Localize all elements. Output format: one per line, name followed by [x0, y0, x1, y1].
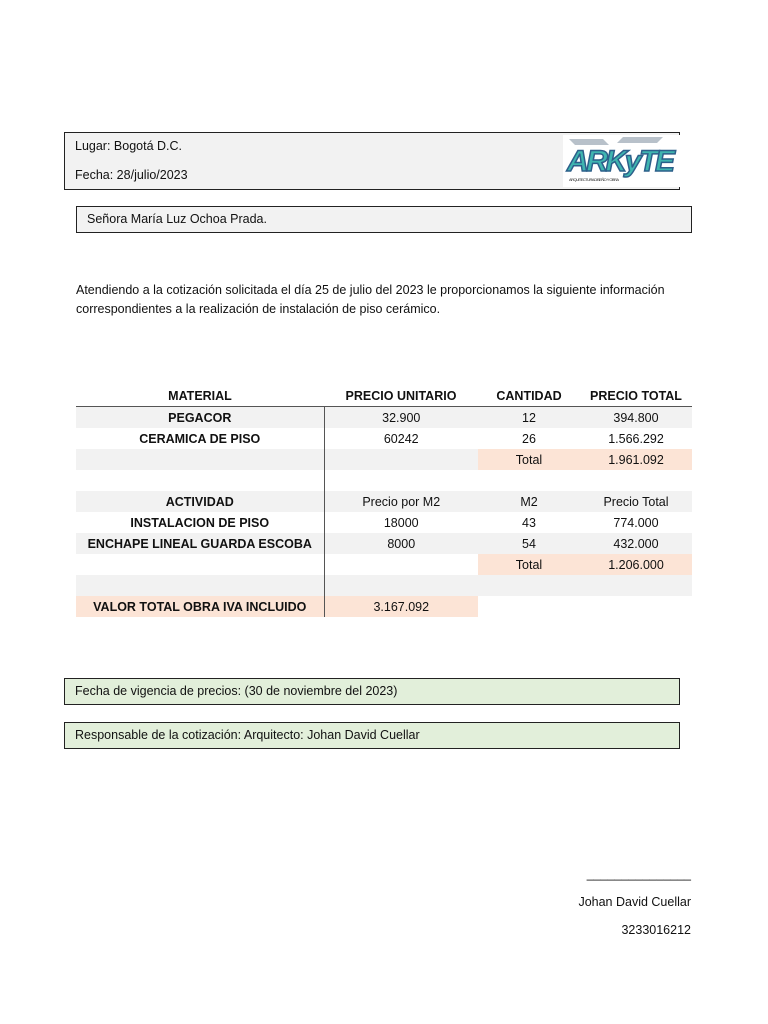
quote-table	[76, 385, 692, 617]
responsible-box: Responsable de la cotización: Arquitecto: Johan David Cuellar	[64, 722, 680, 749]
signature-line: _______________	[586, 867, 691, 881]
activities-total-row	[76, 554, 692, 575]
total-label: Total	[478, 554, 580, 575]
activities-header-row	[76, 491, 692, 512]
quantity: 26	[522, 431, 536, 446]
price-per-m2: 8000	[324, 533, 478, 554]
grand-total-label: VALOR TOTAL OBRA IVA INCLUIDO	[76, 596, 324, 617]
arkyte-logo-icon	[563, 135, 681, 187]
lugar-text: Lugar: Bogotá D.C.	[75, 139, 183, 153]
activities-total-value: 1.206.000	[580, 554, 692, 575]
arkyte-logo	[563, 135, 681, 187]
column-header: M2	[478, 491, 580, 512]
column-header: Precio Total	[580, 491, 692, 512]
total-price: 774.000	[613, 515, 659, 530]
price-validity-box: Fecha de vigencia de precios: (30 de noviembre del 2023)	[64, 678, 680, 705]
activity-name: ENCHAPE LINEAL GUARDA ESCOBA	[76, 533, 324, 554]
price-per-m2: 18000	[383, 515, 419, 530]
logo-tagline: ARQUITECTURA DISEÑO Y OBRA	[569, 177, 619, 182]
signature-phone: 3233016212	[621, 923, 691, 937]
unit-price: 32.900	[324, 407, 478, 429]
materials-total-value: 1.961.092	[580, 449, 692, 470]
column-header: ACTIVIDAD	[76, 491, 324, 512]
table-row	[76, 407, 692, 429]
m2: 43	[522, 515, 536, 530]
quantity: 12	[478, 407, 580, 429]
spacer-row	[76, 575, 692, 596]
total-price: 1.566.292	[608, 431, 664, 446]
materials-header-row	[76, 385, 692, 407]
total-label: Total	[478, 449, 580, 470]
unit-price: 60242	[383, 431, 419, 446]
table-row	[76, 533, 692, 554]
column-header: MATERIAL	[76, 385, 324, 407]
table-row	[76, 428, 692, 449]
activity-name: INSTALACION DE PISO	[76, 512, 324, 533]
m2: 54	[478, 533, 580, 554]
header-box	[64, 132, 680, 190]
total-price: 394.800	[580, 407, 692, 429]
signature-block	[578, 860, 691, 944]
total-price: 432.000	[580, 533, 692, 554]
signature-name: Johan David Cuellar	[578, 895, 691, 909]
logo-text: ARKyTE	[567, 145, 675, 178]
fecha-text: Fecha: 28/julio/2023	[75, 168, 188, 182]
material-name: PEGACOR	[76, 407, 324, 429]
column-header: CANTIDAD	[478, 385, 580, 407]
column-header: PRECIO UNITARIO	[324, 385, 478, 407]
materials-total-row	[76, 449, 692, 470]
spacer-row	[76, 470, 692, 491]
column-header: PRECIO TOTAL	[580, 385, 692, 407]
column-header: Precio por M2	[324, 491, 478, 512]
grand-total-row	[76, 596, 692, 617]
grand-total-value: 3.167.092	[324, 596, 478, 617]
material-name: CERAMICA DE PISO	[76, 428, 324, 449]
intro-paragraph: Atendiendo a la cotización solicitada el día 25 de julio del 2023 le proporcionamos la siguiente información correspondientes a la realización de instalación de piso cerámico.	[76, 283, 665, 316]
table-row	[76, 512, 692, 533]
client-name-box: Señora María Luz Ochoa Prada.	[76, 206, 692, 233]
